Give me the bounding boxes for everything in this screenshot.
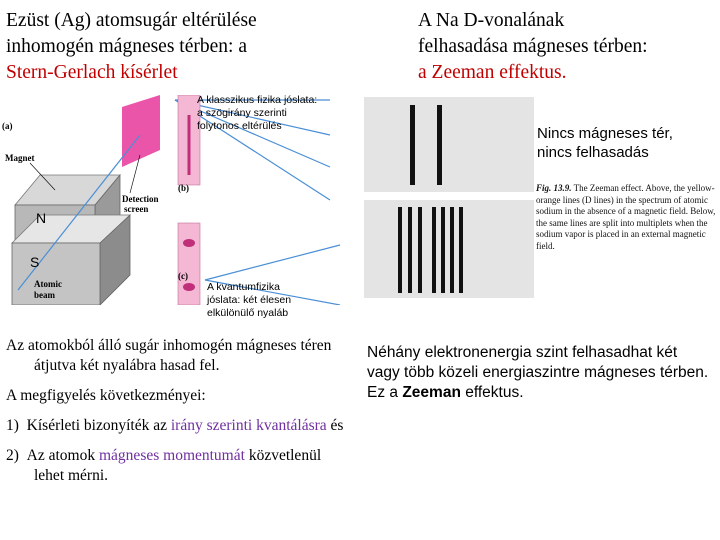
left-title-line2: inhomogén mágneses térben: a bbox=[6, 36, 247, 57]
list-item-2-highlight: mágneses momentumát bbox=[99, 447, 245, 464]
left-title-line3: Stern-Gerlach kísérlet bbox=[6, 62, 178, 83]
zeeman-explanation: Néhány elektronenergia szint felhasadhat két vagy több közeli energiaszintre mágneses térben. Ez a bbox=[367, 344, 709, 401]
no-field-line1: Nincs mágneses tér, bbox=[537, 125, 673, 142]
atomic-beam-label-2: beam bbox=[34, 290, 55, 300]
quantum-label-line3: elkülönülő nyaláb bbox=[207, 307, 289, 319]
left-title bbox=[6, 8, 346, 86]
caption-figure-number: Fig. 13.9. bbox=[536, 183, 572, 193]
left-title-line1: Ezüst (Ag) atomsugár eltérülése bbox=[6, 10, 257, 31]
bottom-left-text bbox=[6, 336, 351, 496]
list-item-2-text: Az atomok bbox=[26, 447, 99, 464]
no-field-line2: nincs felhasadás bbox=[537, 144, 649, 161]
quantum-prediction-label bbox=[207, 281, 327, 320]
zeeman-explanation-end: effektus. bbox=[460, 384, 524, 401]
quantum-label-line2: jóslata: két élesen bbox=[207, 294, 292, 306]
zeeman-bold-term: Zeeman bbox=[402, 384, 461, 401]
right-title-line3: a Zeeman effektus. bbox=[418, 62, 567, 83]
list-item-1-text: Kísérleti bizonyíték az bbox=[26, 417, 171, 434]
list-item-1-number: 1) bbox=[6, 417, 19, 434]
list-item-2-end: közvetlenül lehet mérni. bbox=[34, 447, 322, 484]
pole-n-label: N bbox=[36, 210, 47, 226]
list-item-1-end: és bbox=[326, 417, 344, 434]
no-field-label bbox=[537, 124, 717, 162]
list-item-1 bbox=[6, 416, 351, 436]
right-title-line2: felhasadása mágneses térben: bbox=[418, 36, 648, 57]
magnet-illustration bbox=[12, 175, 130, 305]
magnet-label: Magnet bbox=[5, 153, 35, 163]
right-title bbox=[418, 8, 718, 86]
quantum-label-line1: A kvantumfizika bbox=[207, 281, 280, 293]
paragraph-beam-split: Az atomokból álló sugár inhomogén mágneses téren átjutva két nyalábra hasad fel. bbox=[6, 337, 332, 374]
right-title-line1: A Na D-vonalának bbox=[418, 10, 565, 31]
detection-screen bbox=[122, 95, 160, 167]
classical-label-line1: A klasszikus fizika jóslata: bbox=[197, 94, 318, 106]
bottom-right-text bbox=[367, 343, 712, 403]
list-item-2 bbox=[6, 446, 351, 486]
list-item-2-number: 2) bbox=[6, 447, 19, 464]
detection-label-2: screen bbox=[124, 204, 149, 214]
panel-b-label: (b) bbox=[178, 183, 189, 193]
paragraph-consequences: A megfigyelés következményei: bbox=[6, 387, 206, 404]
classical-prediction-label bbox=[197, 94, 357, 133]
screen-c bbox=[178, 223, 200, 305]
classical-label-line2: a szögirány szerinti bbox=[197, 107, 287, 119]
spectrum-no-field bbox=[364, 97, 534, 192]
spectrum-with-field bbox=[364, 200, 534, 298]
list-item-1-highlight: irány szerinti kvantálásra bbox=[170, 417, 327, 434]
classical-label-line3: folytonos eltérülés bbox=[197, 120, 282, 132]
caption-text: The Zeeman effect. Above, the yellow-orange lines (D lines) in the spectrum of atomic sodium in the absence of a magnetic field. Below, the same lines are split into multiplets when the sodium vapor is placed in an external magnetic field. bbox=[536, 183, 716, 251]
panel-c-label: (c) bbox=[178, 271, 188, 281]
atomic-beam-label-1: Atomic bbox=[34, 279, 62, 289]
panel-a-label: (a) bbox=[2, 121, 13, 131]
pole-s-label: S bbox=[30, 254, 40, 270]
detection-label-1: Detection bbox=[122, 194, 159, 204]
figure-caption bbox=[536, 183, 718, 252]
